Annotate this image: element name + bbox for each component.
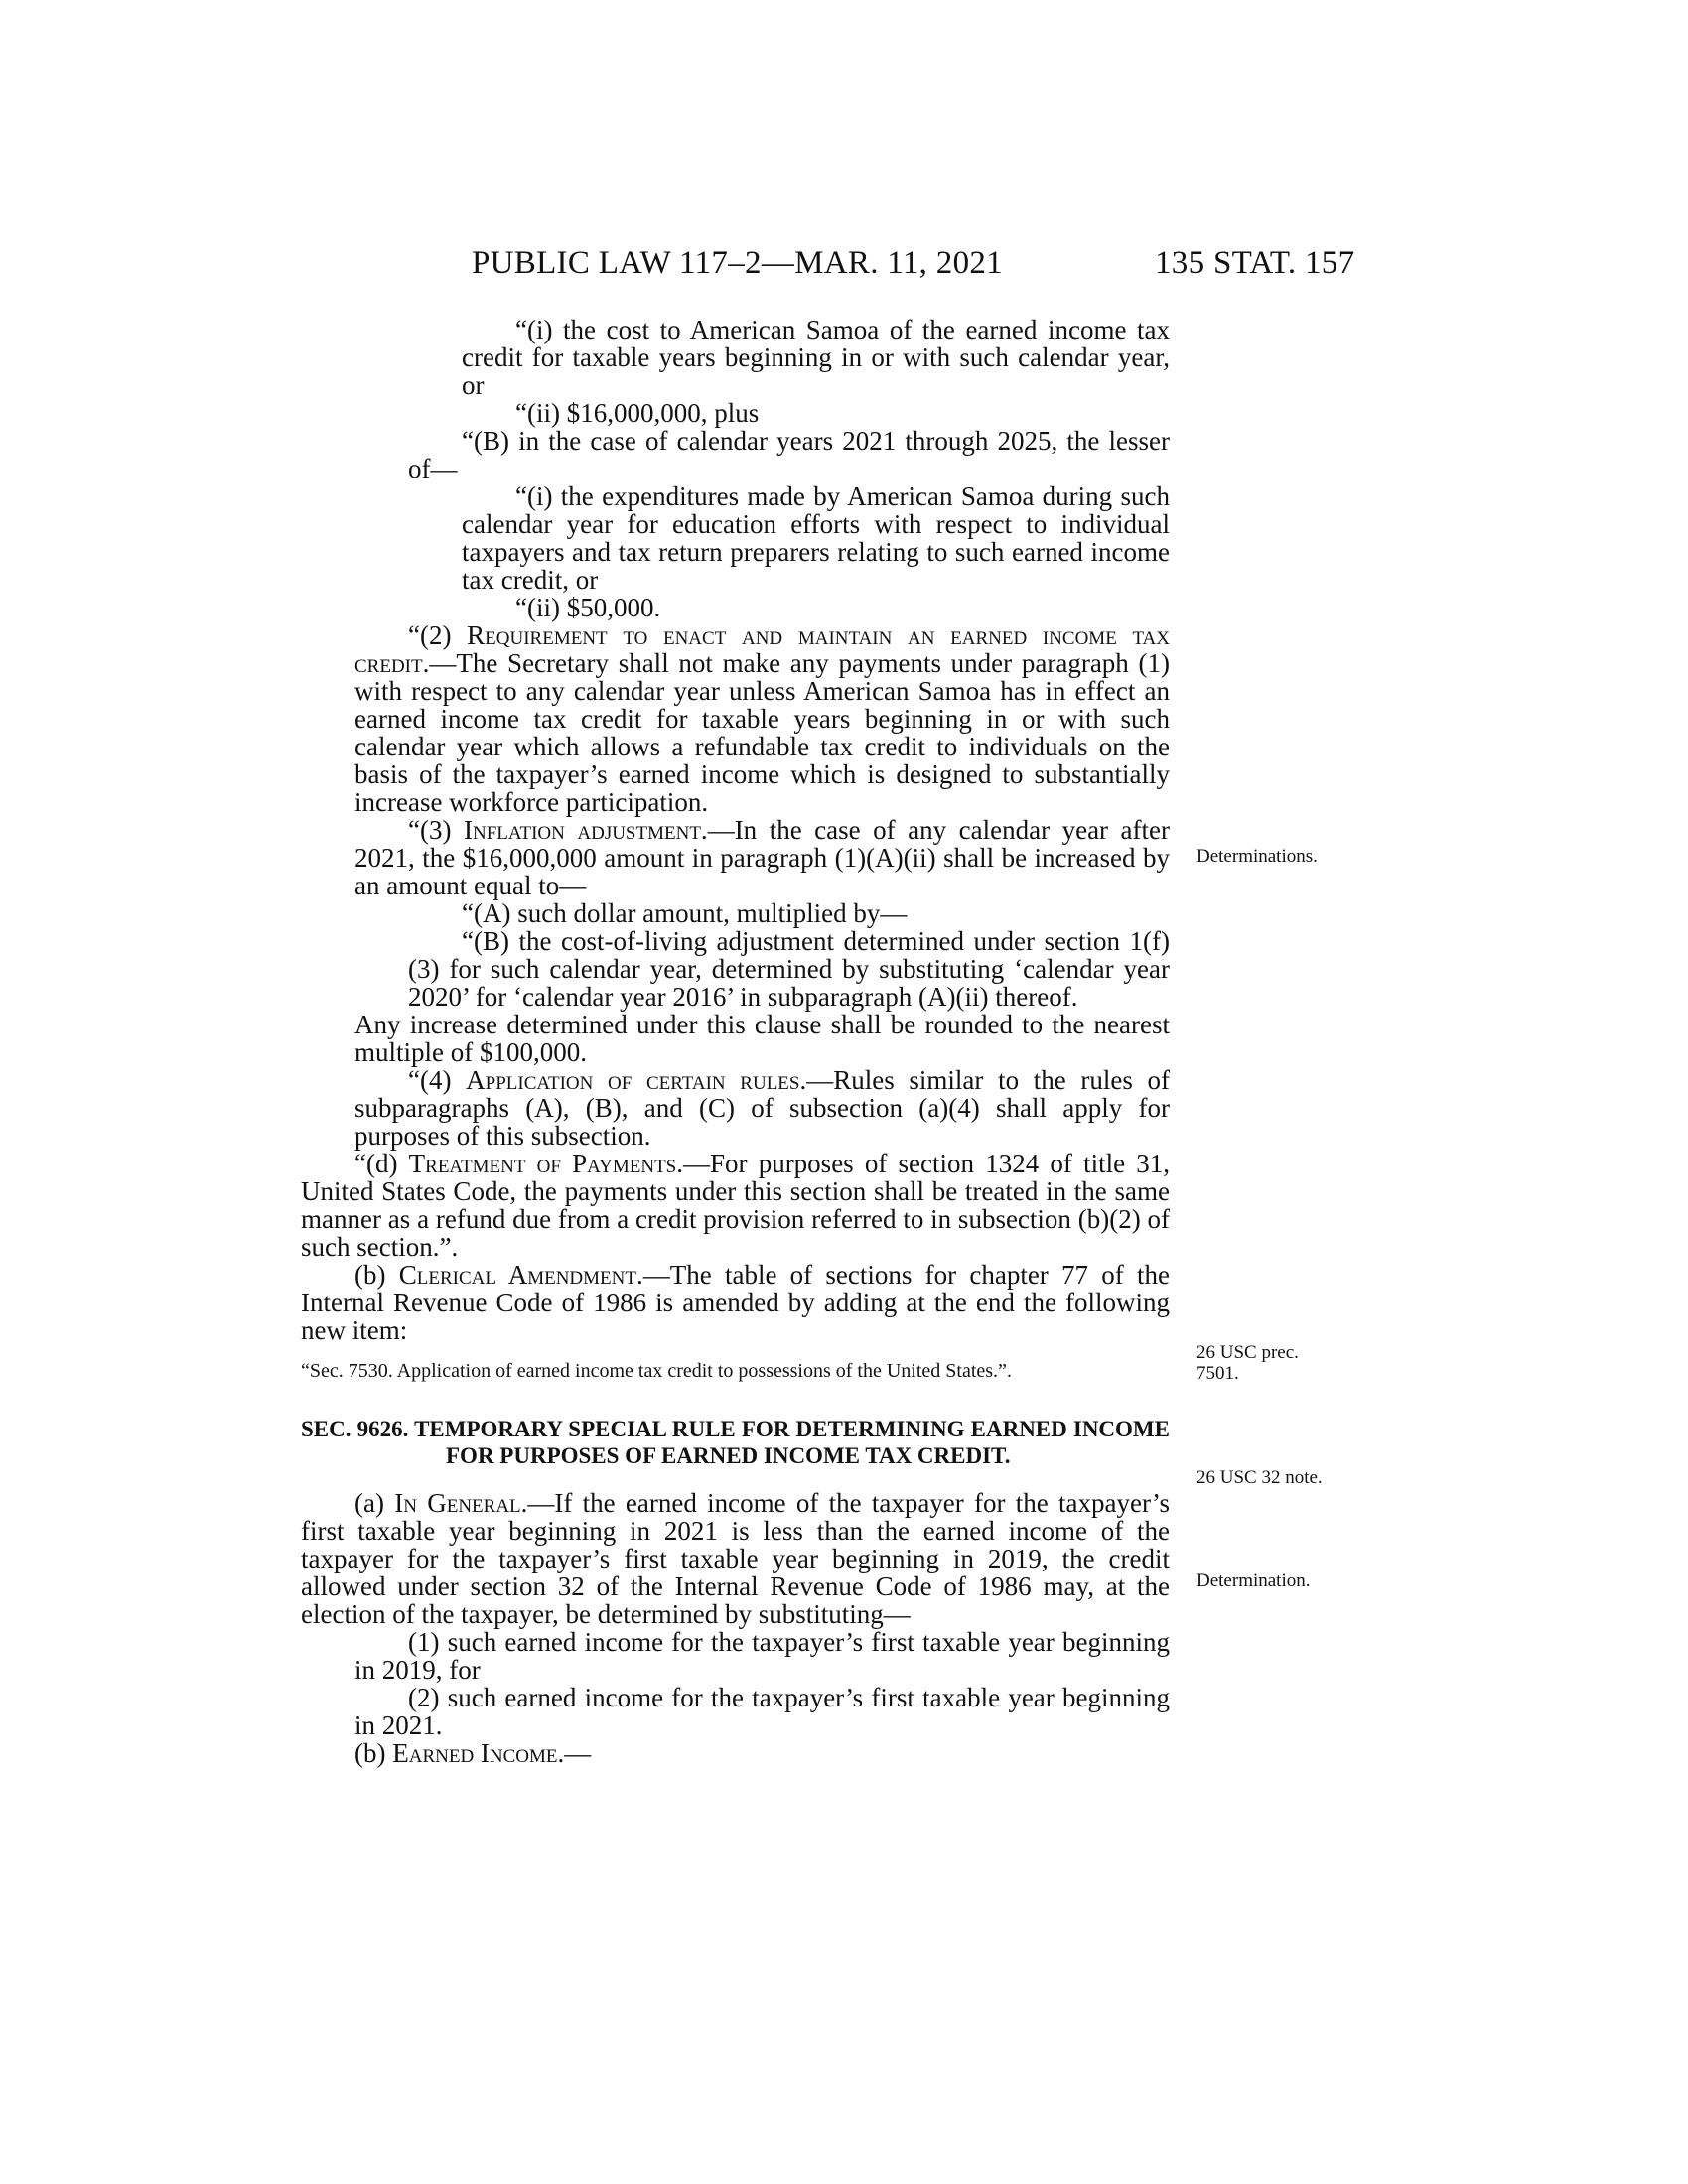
section-heading: SEC. 9626. TEMPORARY SPECIAL RULE FOR DETERMINING EARNED INCOME FOR PURPOSES OF EARNED INCOME TAX CREDIT. — [301, 1417, 1170, 1468]
subsection-d — [301, 1150, 1170, 1261]
table-of-sections-item: “Sec. 7530. Application of earned income tax credit to possessions of the United States.”. — [301, 1360, 1012, 1382]
paragraph-1-b-i: “(i) the expenditures made by American Samoa during such calendar year for education efforts with respect to individual taxpayers and tax return preparers relating to such earned income tax credit, or — [462, 481, 1170, 595]
paragraph-a-2: (2) such earned income for the taxpayer’s first taxable year beginning in 2021. — [354, 1683, 1170, 1740]
paragraph-3-b: “(B) the cost-of-living adjustment determined under section 1(f)(3) for such calendar year, determined by substituting ‘calendar year 2020’ for ‘calendar year 2016’ in subparagraph (A)(ii) thereof. — [408, 926, 1170, 1012]
paragraph-2-number: “(2) — [408, 620, 468, 650]
subsection-a-number: (a) — [354, 1488, 395, 1518]
paragraph-3-a: “(A) such dollar amount, multiplied by— — [462, 898, 908, 928]
subsection-b-heading: Clerical Amendment. — [398, 1260, 643, 1290]
paragraph-4-text: —Rules similar to the rules of subparagraphs (A), (B), and (C) of subsection (a)(4) shall apply for purposes of this subsection. — [354, 1065, 1171, 1151]
paragraph-1-a-ii: “(ii) $16,000,000, plus — [515, 398, 760, 428]
paragraph-3-number: “(3) — [408, 815, 464, 845]
running-header-title: PUBLIC LAW 117–2—MAR. 11, 2021 — [472, 245, 1003, 281]
paragraph-2-text: —The Secretary shall not make any payments under paragraph (1) with respect to any calendar year unless American Samoa has in effect an earned income tax credit for taxable years beginning in or with such calendar year which allows a refundable tax credit to individuals on the basis of the taxpayer’s earned income which is designed to substantially increase workforce participation. — [354, 648, 1170, 817]
paragraph-1-a-i: “(i) the cost to American Samoa of the earned income tax credit for taxable years beginning in or with such calendar year, or — [462, 315, 1170, 400]
main-text-column — [301, 316, 1170, 1767]
paragraph-3 — [354, 816, 1170, 899]
subsection-a-heading: In General. — [394, 1488, 528, 1518]
margin-note-determination: Determination. — [1196, 1570, 1311, 1591]
paragraph-3-heading: Inflation adjustment. — [463, 815, 708, 845]
subsection-b2-number: (b) — [354, 1738, 393, 1768]
subsection-d-number: “(d) — [354, 1149, 409, 1178]
margin-note-usc-32: 26 USC 32 note. — [1196, 1467, 1323, 1488]
subsection-b-number: (b) — [354, 1260, 399, 1290]
paragraph-4-number: “(4) — [408, 1065, 467, 1095]
paragraph-rounding: Any increase determined under this clause shall be rounded to the nearest multiple of $100,000. — [354, 1010, 1170, 1067]
paragraph-4-heading: Application of certain rules. — [466, 1065, 807, 1095]
margin-note-determinations: Determinations. — [1196, 846, 1318, 867]
paragraph-1-b-ii: “(ii) $50,000. — [515, 593, 661, 622]
paragraph-1-b: “(B) in the case of calendar years 2021 through 2025, the lesser of— — [408, 426, 1170, 483]
margin-note-usc-7501: 26 USC prec. 7501. — [1196, 1342, 1299, 1384]
subsection-a-general — [301, 1489, 1170, 1628]
subsection-a-text: —If the earned income of the taxpayer for the taxpayer’s first taxable year beginning in 2021 is less than the earned income of the taxpayer for the taxpayer’s first taxable year beginning in 2019, the credit allowed under section 32 of the Internal Revenue Code of 1986 may, at the election of the taxpayer, be determined by substituting— — [301, 1488, 1170, 1629]
subsection-b-clerical — [301, 1261, 1170, 1344]
paragraph-2-heading: Requirement to enact and maintain an earned income tax credit. — [354, 620, 1171, 678]
paragraph-4 — [354, 1066, 1170, 1150]
paragraph-a-1: (1) such earned income for the taxpayer’s first taxable year beginning in 2019, for — [354, 1627, 1170, 1685]
subsection-d-heading: Treatment of Payments. — [408, 1149, 683, 1178]
subsection-b2-text: — — [564, 1738, 592, 1768]
paragraph-2 — [354, 621, 1170, 816]
subsection-d-text: —For purposes of section 1324 of title 31, United States Code, the payments under this section shall be treated in the same manner as a refund due from a credit provision referred to in subsection (b)(2) of such section.”. — [301, 1149, 1170, 1262]
subsection-b-earned-income — [301, 1739, 1170, 1767]
subsection-b2-heading: Earned Income. — [392, 1738, 565, 1768]
paragraph-3-text: —In the case of any calendar year after 2021, the $16,000,000 amount in paragraph (1)(A)(ii) shall be increased by an amount equal to— — [354, 815, 1171, 900]
page-number: 135 STAT. 157 — [1155, 245, 1355, 281]
subsection-b-text: —The table of sections for chapter 77 of the Internal Revenue Code of 1986 is amended by adding at the end the following new item: — [301, 1260, 1171, 1345]
